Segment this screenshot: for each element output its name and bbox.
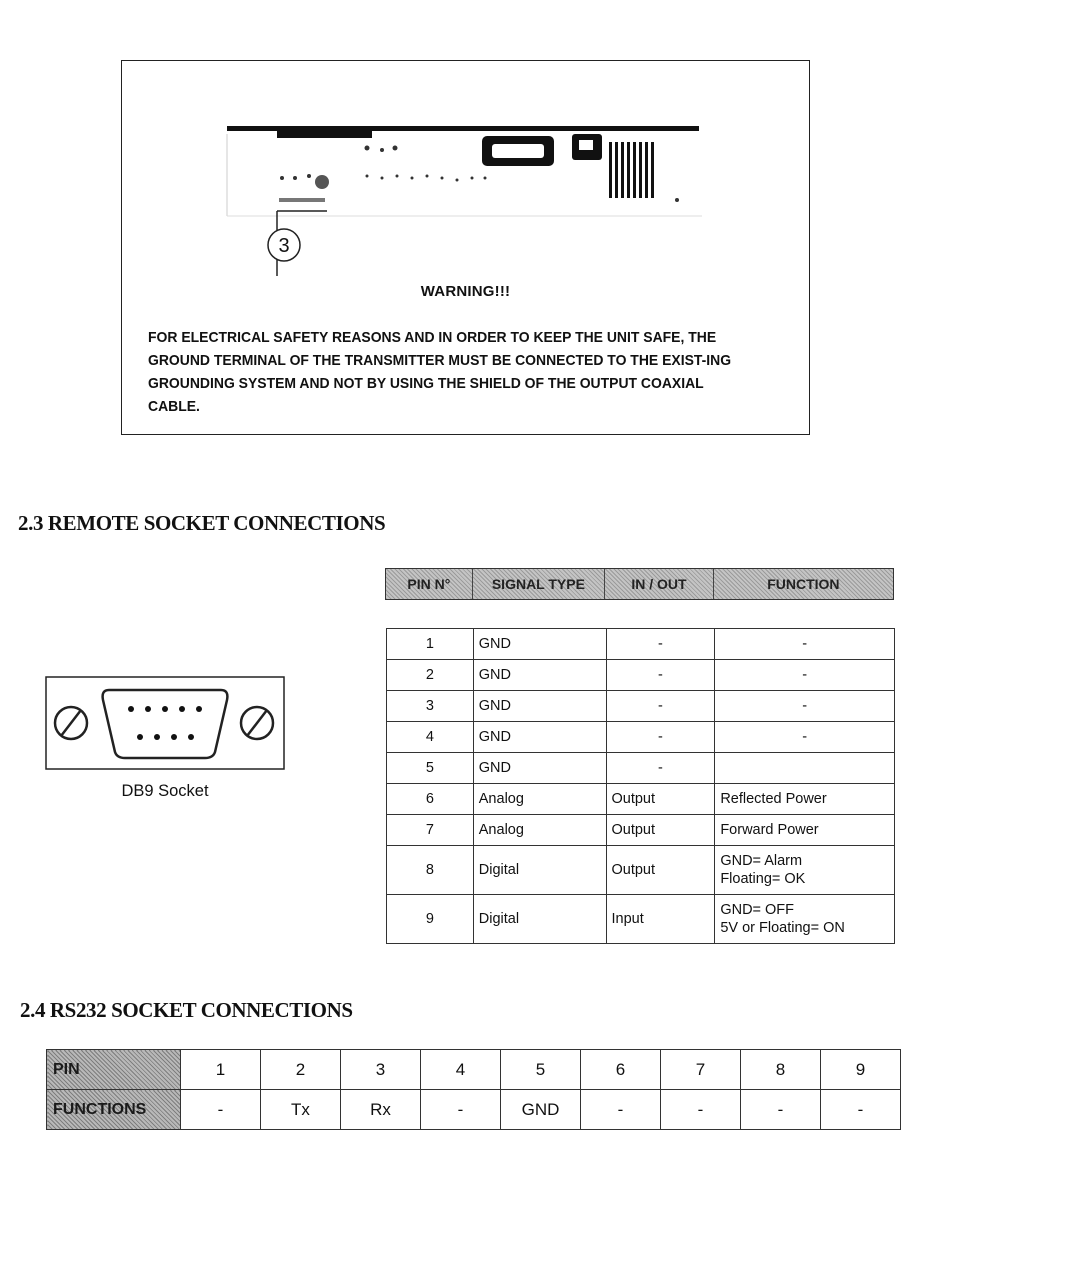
pin-cell: 9: [821, 1050, 901, 1090]
pin-cell: 2: [387, 660, 474, 691]
io-cell: Output: [606, 846, 715, 895]
pin-cell: 4: [387, 722, 474, 753]
io-cell: -: [606, 722, 715, 753]
function-cell: -: [421, 1090, 501, 1130]
function-cell: [715, 895, 895, 944]
pin-cell: 2: [261, 1050, 341, 1090]
function-cell: -: [715, 691, 895, 722]
table-row: [387, 660, 895, 691]
rs232-pin-row: [47, 1050, 901, 1090]
header-in-out: IN / OUT: [605, 569, 714, 599]
warning-text: FOR ELECTRICAL SAFETY REASONS AND IN ORDER TO KEEP THE UNIT SAFE, THE GROUND TERMINAL OF THE TRANSMITTER MUST BE CONNECTED TO THE EXIST-ING GROUNDING SYSTEM AND NOT BY USING THE SHIELD OF THE OUTPUT COAXIAL CABLE.: [148, 329, 732, 415]
table-row: [387, 815, 895, 846]
io-cell: Output: [606, 784, 715, 815]
db9-caption: DB9 Socket: [121, 782, 209, 800]
signal-cell: Analog: [473, 784, 606, 815]
pin-cell: 1: [181, 1050, 261, 1090]
function-cell: [715, 753, 895, 784]
pin-cell: 3: [341, 1050, 421, 1090]
table-row: [387, 629, 895, 660]
remote-table-header: [385, 568, 894, 600]
function-cell: -: [821, 1090, 901, 1130]
signal-cell: GND: [473, 691, 606, 722]
function-cell: -: [715, 722, 895, 753]
pin-row-label: PIN: [47, 1050, 181, 1090]
io-cell: -: [606, 753, 715, 784]
table-row: [387, 722, 895, 753]
signal-cell: GND: [473, 722, 606, 753]
function-line: GND= OFF: [720, 902, 795, 918]
function-cell: Tx: [261, 1090, 341, 1130]
pin-cell: 6: [387, 784, 474, 815]
table-row: [387, 895, 895, 944]
io-cell: Input: [606, 895, 715, 944]
pin-cell: 6: [581, 1050, 661, 1090]
io-cell: -: [606, 660, 715, 691]
table-row: [387, 753, 895, 784]
function-cell: -: [181, 1090, 261, 1130]
pin-cell: 3: [387, 691, 474, 722]
table-row: [387, 846, 895, 895]
pin-cell: 5: [501, 1050, 581, 1090]
rs232-function-row: [47, 1090, 901, 1130]
remote-section-heading: 2.3 REMOTE SOCKET CONNECTIONS: [18, 511, 386, 535]
pin-cell: 4: [421, 1050, 501, 1090]
rs232-section-heading: 2.4 RS232 SOCKET CONNECTIONS: [20, 998, 353, 1022]
signal-cell: Analog: [473, 815, 606, 846]
pin-cell: 9: [387, 895, 474, 944]
functions-row-label: FUNCTIONS: [47, 1090, 181, 1130]
function-cell: -: [581, 1090, 661, 1130]
table-row: [387, 784, 895, 815]
function-cell: -: [661, 1090, 741, 1130]
function-cell: GND: [501, 1090, 581, 1130]
signal-cell: Digital: [473, 846, 606, 895]
header-signal-type: SIGNAL TYPE: [473, 569, 605, 599]
function-line: GND= Alarm: [720, 853, 803, 869]
pin-cell: 7: [661, 1050, 741, 1090]
header-function: FUNCTION: [714, 569, 893, 599]
pin-cell: 7: [387, 815, 474, 846]
function-cell: -: [715, 629, 895, 660]
function-cell: Forward Power: [715, 815, 895, 846]
pin-cell: 8: [741, 1050, 821, 1090]
warning-title: WARNING!!!: [420, 283, 511, 300]
signal-cell: GND: [473, 629, 606, 660]
function-line: Floating= OK: [720, 871, 806, 887]
function-cell: [715, 846, 895, 895]
table-row: [387, 691, 895, 722]
function-cell: Reflected Power: [715, 784, 895, 815]
function-cell: Rx: [341, 1090, 421, 1130]
io-cell: -: [606, 691, 715, 722]
callout-3-marker: [266, 227, 302, 263]
function-line: 5V or Floating= ON: [720, 920, 845, 936]
rs232-table: [46, 1049, 901, 1130]
pin-cell: 8: [387, 846, 474, 895]
header-pin: PIN N°: [386, 569, 473, 599]
pin-cell: 5: [387, 753, 474, 784]
warning-box: [121, 60, 810, 435]
signal-cell: Digital: [473, 895, 606, 944]
io-cell: -: [606, 629, 715, 660]
function-cell: -: [741, 1090, 821, 1130]
remote-socket-table: [386, 628, 895, 944]
signal-cell: GND: [473, 660, 606, 691]
io-cell: Output: [606, 815, 715, 846]
db9-socket-icon: [45, 676, 285, 770]
callout-3-label: 3: [278, 235, 290, 257]
function-cell: -: [715, 660, 895, 691]
pin-cell: 1: [387, 629, 474, 660]
signal-cell: GND: [473, 753, 606, 784]
